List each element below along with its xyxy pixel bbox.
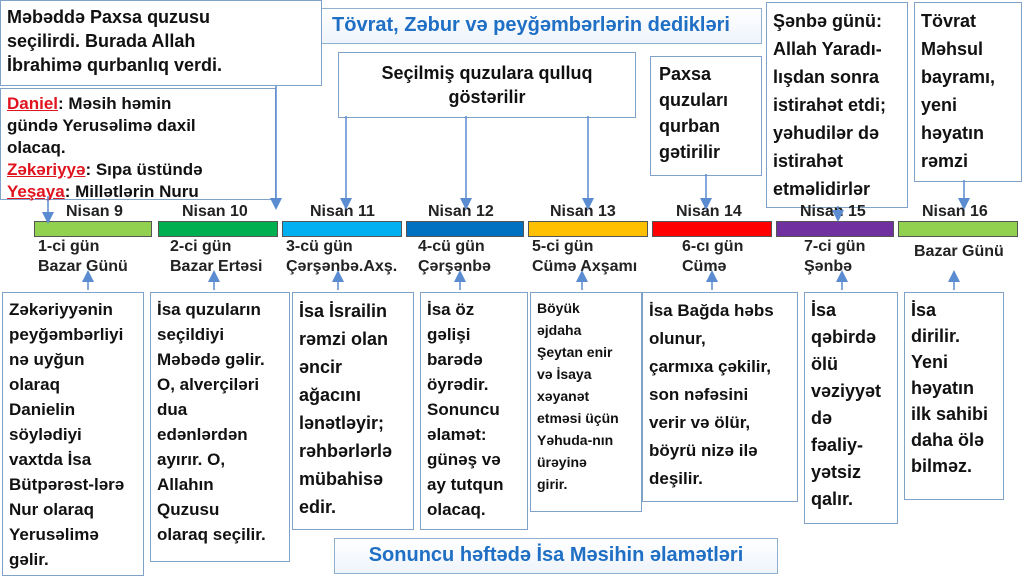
day-name: Bazar Günü: [914, 243, 1004, 260]
daniel-name: Daniel: [7, 94, 59, 113]
note-sabbath-line: istirahət: [773, 151, 844, 171]
note-torah-line: Məhsul: [921, 39, 984, 59]
day-label: Nisan 14: [676, 203, 742, 220]
note-line: mübahisə: [299, 469, 384, 489]
note-line: böyrü nizə ilə: [649, 441, 758, 460]
note-line: Allahın: [157, 475, 214, 494]
note-line: daha ölə: [911, 430, 985, 450]
note-line: İsa: [911, 300, 937, 320]
note-line: əncir: [299, 357, 343, 377]
note-line: gəlişi: [427, 325, 471, 344]
note-line: Yeni: [911, 352, 949, 372]
day-name: Cümə: [682, 258, 727, 275]
note-line: İsa öz: [427, 300, 475, 319]
note-line: olacaq.: [427, 500, 486, 519]
note-line: ayırır. O,: [157, 450, 226, 469]
note-line: peyğəmbərliyi: [9, 325, 124, 344]
note-line: Danielin: [9, 400, 76, 419]
note-line: olaraq seçilir.: [157, 525, 266, 544]
note-sabbath-line: etməlidirlər: [773, 179, 871, 199]
note-line: İsa quzuların: [157, 300, 261, 319]
note-line: fəaliy-: [811, 435, 864, 455]
note-sabbath-line: istirahət etdi;: [773, 95, 887, 115]
note-line: edir.: [299, 497, 337, 517]
note-torah-line: rəmzi: [921, 151, 969, 171]
note-line: də: [811, 408, 833, 428]
day-name: Cümə Axşamı: [532, 258, 638, 275]
note-line: həyatın: [911, 378, 975, 398]
note-pasxa-line: qurban: [659, 116, 720, 136]
note-line: Böyük: [537, 300, 580, 316]
note-line: olaraq: [9, 375, 61, 394]
note-line: verir və ölür,: [649, 413, 751, 432]
note-line: olunur,: [649, 329, 706, 348]
note-line: Quzusu: [157, 500, 220, 519]
day-label: Nisan 15: [800, 203, 866, 220]
note-line: qəbirdə: [811, 327, 877, 347]
note-line: edənlərdən: [157, 425, 248, 444]
note-line: nə uyğun: [9, 350, 85, 369]
note-line: əlamət:: [427, 425, 487, 444]
note-torah-line: yeni: [921, 95, 958, 115]
note-sabbath-line: Şənbə günü:: [773, 11, 882, 31]
day-number: 1-ci gün: [38, 238, 100, 255]
note-pasxa-line: Paxsa: [659, 64, 712, 84]
day-label: Nisan 11: [310, 203, 375, 220]
note-line: ölü: [811, 354, 838, 374]
note-line: söylədiyi: [9, 425, 82, 444]
note-line: Bütpərəst-lərə: [9, 475, 125, 494]
note-line: və İsaya: [537, 366, 592, 382]
note-line: bilməz.: [911, 456, 973, 476]
day-number: 2-ci gün: [170, 238, 232, 255]
day-name: Çərşənbə: [418, 258, 491, 275]
day-number: 7-ci gün: [804, 238, 866, 255]
note-line: xəyanət: [537, 388, 590, 404]
note-line: girir.: [537, 476, 568, 492]
note-line: seçildiyi: [157, 325, 225, 344]
note-selected-line: göstərilir: [448, 87, 526, 107]
yeshaya-name: Yeşaya: [7, 182, 65, 201]
note-line: Yəhuda-nın: [537, 432, 614, 448]
day-name: Şənbə: [804, 258, 853, 275]
note-line: günəş və: [427, 450, 501, 469]
note-line: deşilir.: [649, 469, 703, 488]
day-name: Çərşənbə.Axş.: [286, 258, 398, 275]
note-line: İsa İsrailin: [299, 301, 388, 321]
daniel-rest: gündə Yerusəlimə daxil: [7, 116, 196, 135]
note-line: ağacını: [299, 385, 362, 405]
note-line: yətsiz: [811, 462, 862, 482]
note-line: gəlir.: [9, 550, 49, 569]
day-number: 3-cü gün: [286, 238, 353, 255]
note-line: qalır.: [811, 489, 854, 509]
note-line: Məbədə gəlir.: [157, 350, 265, 369]
day-label: Nisan 12: [428, 203, 494, 220]
note-line: rəmzi olan: [299, 329, 389, 349]
note-line: Şeytan enir: [537, 344, 613, 360]
note-temple-line: Məbəddə Paxsa quzusu: [7, 7, 211, 27]
note-sabbath-line: lışdan sonra: [773, 67, 880, 87]
day-label: Nisan 9: [66, 203, 123, 220]
day-label: Nisan 13: [550, 203, 616, 220]
day-label: Nisan 10: [182, 203, 248, 220]
day-number: 5-ci gün: [532, 238, 594, 255]
day-number: 4-cü gün: [418, 238, 485, 255]
daniel-rest: olacaq.: [7, 138, 66, 157]
note-temple-line: seçilirdi. Burada Allah: [7, 31, 196, 51]
note-torah-line: bayramı,: [921, 67, 996, 87]
note-line: ilk sahibi: [911, 404, 989, 424]
note-line: Zəkəriyyənin: [9, 300, 113, 319]
zekeriyya-text: : Sıpa üstündə: [85, 160, 203, 179]
note-line: O, alverçiləri: [157, 375, 260, 394]
note-temple-line: İbrahimə qurbanlıq verdi.: [7, 55, 223, 75]
note-sabbath-line: yəhudilər də: [773, 123, 880, 143]
note-pasxa-line: quzuları: [659, 90, 729, 110]
yeshaya-text: : Millətlərin Nuru: [64, 182, 199, 201]
note-line: dirilir.: [911, 326, 961, 346]
note-line: vəziyyət: [811, 381, 882, 401]
note-line: dua: [157, 400, 188, 419]
daniel-text: : Məsih həmin: [58, 94, 172, 113]
day-label: Nisan 16: [922, 203, 988, 220]
note-torah-line: həyatın: [921, 123, 985, 143]
bottom-title: Sonuncu həftədə İsa Məsihin əlamətləri: [334, 538, 778, 574]
note-line: lənətləyir;: [299, 413, 385, 433]
note-line: Sonuncu: [427, 400, 500, 419]
note-line: ay tutqun: [427, 475, 504, 494]
note-torah-line: Tövrat: [921, 11, 977, 31]
note-selected-line: Seçilmiş quzulara qulluq: [381, 63, 593, 83]
note-line: ürəyinə: [537, 454, 587, 470]
day-name: Bazar Ertəsi: [170, 258, 263, 275]
note-pasxa-line: gətirilir: [659, 142, 721, 162]
top-title: Tövrat, Zəbur və peyğəmbərlərin dedikləri: [300, 8, 762, 44]
note-line: İsa Bağda həbs: [649, 301, 774, 320]
note-line: vaxtda İsa: [9, 450, 92, 469]
note-line: etməsi üçün: [537, 410, 619, 426]
note-line: Yerusəlimə: [9, 525, 99, 544]
zekeriyya-name: Zəkəriyyə: [7, 160, 86, 179]
note-line: rəhbərlərlə: [299, 441, 393, 461]
day-number: 6-cı gün: [682, 238, 744, 255]
note-line: barədə: [427, 350, 483, 369]
note-line: əjdaha: [537, 322, 582, 338]
note-line: son nəfəsini: [649, 385, 749, 404]
note-line: çarmıxa çəkilir,: [649, 357, 771, 376]
note-line: öyrədir.: [427, 375, 489, 394]
day-name: Bazar Günü: [38, 258, 128, 275]
note-sabbath-line: Allah Yaradı-: [773, 39, 882, 59]
note-line: Nur olaraq: [9, 500, 95, 519]
note-line: İsa: [811, 300, 837, 320]
